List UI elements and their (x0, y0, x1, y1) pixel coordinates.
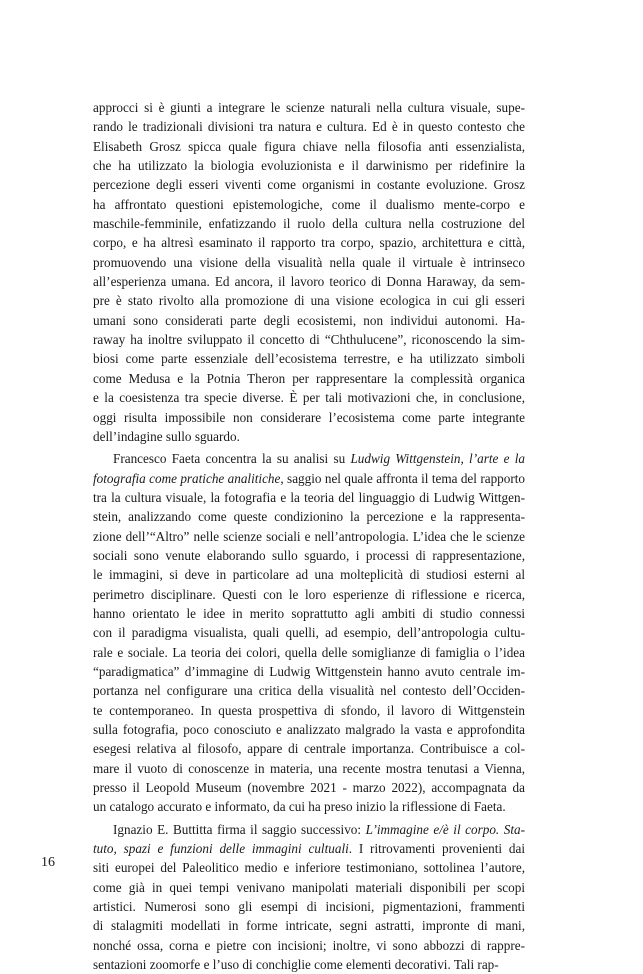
paragraph (93, 98, 525, 446)
text-line (93, 98, 525, 117)
text-line (93, 643, 525, 662)
text-line (93, 778, 525, 797)
text-line (93, 878, 525, 897)
text-line (93, 214, 525, 233)
text-line (93, 195, 525, 214)
text-segment: Elisabeth Grosz spicca quale figura chiave nella filosofia anti essenzialista, (93, 138, 525, 154)
italic-title: fotografia come pratiche analitiche (93, 470, 281, 486)
text-segment: ha affrontato questioni epistemologiche, come il dualismo mente-corpo e (93, 196, 525, 212)
text-segment: biosi come parte essenziale dell’ecosistema terrestre, e ha utilizzato simboli (93, 351, 525, 367)
text-line (93, 955, 525, 974)
text-segment: umani sono considerati parte degli ecosistemi, non individui autonomi. Ha- (93, 312, 525, 328)
text-segment: promuovendo una visione della visualità nella quale il virtuale è intrinseco (93, 254, 525, 270)
text-segment: stein, analizzando come queste condizionino la percezione e la rappresenta- (93, 509, 525, 525)
text-segment: sentazioni zoomorfe e l’uso di conchiglie come elementi decorativi. Tali rap- (93, 957, 499, 973)
text-segment: . I ritrovamenti provenienti dai (348, 841, 525, 857)
text-segment: dell’indagine sullo sguardo. (93, 428, 240, 444)
text-line (93, 427, 525, 446)
text-line (93, 156, 525, 175)
text-segment: mare il vuoto di conoscenze in materia, una recente mostra tenutasi a Vienna, (93, 760, 525, 776)
paragraph (93, 449, 525, 817)
text-segment: rale e sociale. La teoria dei colori, quella delle somiglianze di famiglia o l’idea (93, 644, 525, 660)
text-segment: all’esperienza umana. Ed ancora, il lavoro teorico di Donna Haraway, da sem- (93, 274, 525, 290)
text-segment: e la coesistenza tra specie diverse. È per tali motivazioni che, in conclusione, (93, 390, 525, 406)
text-segment: approcci si è giunti a integrare le scienze naturali nella cultura visuale, supe- (93, 100, 525, 115)
text-line (93, 858, 525, 877)
text-segment: tra la cultura visuale, la fotografia e la teoria del linguaggio di Ludwig Wittgen- (93, 489, 525, 505)
text-line (93, 662, 525, 681)
text-segment: portanza nel configurare una critica della visualità nel contesto dell’Occiden- (93, 683, 525, 699)
text-segment: esegesi relativa al filosofo, appare di centrale importanza. Contribuisce a col- (93, 741, 525, 757)
text-line (93, 291, 525, 310)
text-line (93, 137, 525, 156)
text-segment: te contemporaneo. In questa prospettiva di sfondo, il lavoro di Wittgenstein (93, 702, 525, 718)
text-line (93, 585, 525, 604)
text-segment: hanno orientato le idee in merito soprattutto agli ambiti di studio connessi (93, 605, 525, 621)
italic-title: Ludwig Wittgenstein, l’arte e la (350, 451, 525, 467)
text-segment: le immagini, si deve in particolare ad una molteplicità di studiosi esterni al (93, 567, 525, 583)
text-line (93, 449, 525, 468)
text-line (93, 681, 525, 700)
text-segment: maschile-femminile, enfatizzando il ruolo della cultura nella costruzione del (93, 216, 525, 232)
text-line (93, 488, 525, 507)
text-line (93, 233, 525, 252)
text-line (93, 604, 525, 623)
text-segment: oggi risulta impossibile non considerare l’ecosistema come parte integrante (93, 409, 525, 425)
text-segment: , saggio nel quale affronta il tema del rapporto (280, 470, 526, 486)
text-line (93, 527, 525, 546)
text-line (93, 720, 525, 739)
text-line (93, 820, 525, 839)
text-line (93, 311, 525, 330)
text-line (93, 408, 525, 427)
text-segment: Francesco Faeta concentra la su analisi su (113, 451, 351, 467)
text-segment: di stalagmiti modellati in forme intricate, segni astratti, impronte di mani, (93, 918, 525, 934)
text-line (93, 469, 525, 488)
text-line (93, 175, 525, 194)
text-segment: corpo, e ha altresì esaminato il rapporto tra corpo, spazio, architettura e città, (93, 235, 525, 251)
text-line (93, 839, 525, 858)
text-line (93, 369, 525, 388)
text-line (93, 916, 525, 935)
text-segment: percezione degli esseri viventi come organismi in costante evoluzione. Grosz (93, 177, 525, 193)
italic-title: tuto, spazi e funzioni delle immagini cultuali (93, 841, 349, 857)
body-text (93, 98, 525, 974)
text-segment: sulla fotografia, poco conosciuto e analizzato malgrado la vasta e approfondita (93, 722, 525, 737)
text-segment: presso il Leopold Museum (novembre 2021 - marzo 2022), accompagnata da (93, 780, 525, 796)
text-line (93, 936, 525, 955)
text-segment: un catalogo accurato e informato, da cui ha preso inizio la riflessione di Faeta. (93, 799, 506, 815)
text-segment: “paradigmatica” d’immagine di Ludwig Wittgenstein hanno avuto centrale im- (93, 663, 525, 679)
text-segment: come Medusa e la Potnia Theron per rappresentare la complessità organica (93, 370, 525, 386)
text-line (93, 388, 525, 407)
text-line (93, 701, 525, 720)
text-segment: artistici. Numerosi sono gli esempi di incisioni, pigmentazioni, frammenti (93, 899, 525, 915)
text-segment: pre è stato rivolto alla promozione di una visione ecologica in cui gli esseri (93, 293, 525, 309)
text-line (93, 117, 525, 136)
text-segment: sociali sono venute elaborando sullo sguardo, i processi di rappresentazione, (93, 547, 525, 563)
text-segment: Ignazio E. Buttitta firma il saggio successivo: (113, 821, 366, 837)
text-line (93, 349, 525, 368)
text-segment: perimetro disciplinare. Questi con le loro esperienze di riflessione e ricerca, (93, 586, 525, 602)
text-segment: zione dell’“Altro” nelle scienze sociali e nell’antropologia. L’idea che le scienze (93, 528, 525, 544)
text-line (93, 739, 525, 758)
text-line (93, 797, 525, 816)
text-segment: siti europei del Paleolitico medio e inferiore testimoniano, sottolinea l’autore, (93, 860, 525, 876)
text-line (93, 623, 525, 642)
text-segment: come già in quei tempi venivano manipolati materiali disponibili per scopi (93, 879, 525, 895)
text-line (93, 759, 525, 778)
text-line (93, 546, 525, 565)
text-segment: raway ha inoltre sviluppato il concetto di “Chthulucene”, riconoscendo la sim- (93, 332, 525, 348)
text-line (93, 507, 525, 526)
text-segment: rando le tradizionali divisioni tra natura e cultura. Ed è in questo contesto che (93, 119, 525, 135)
text-segment: con il paradigma visualista, quali quelli, ad esempio, dell’antropologia cultu- (93, 625, 525, 641)
text-segment: che ha utilizzato la biologia evoluzionista e il darwinismo per ridefinire la (93, 158, 525, 174)
text-line (93, 253, 525, 272)
text-line (93, 272, 525, 291)
text-line (93, 330, 525, 349)
page-number: 16 (41, 855, 55, 870)
text-segment: nonché ossa, corna e pietre con incisioni; inoltre, vi sono abbozzi di rappre- (93, 937, 525, 953)
text-line (93, 565, 525, 584)
paragraph (93, 820, 525, 974)
italic-title: L’immagine e/è il corpo. Sta- (365, 821, 525, 837)
